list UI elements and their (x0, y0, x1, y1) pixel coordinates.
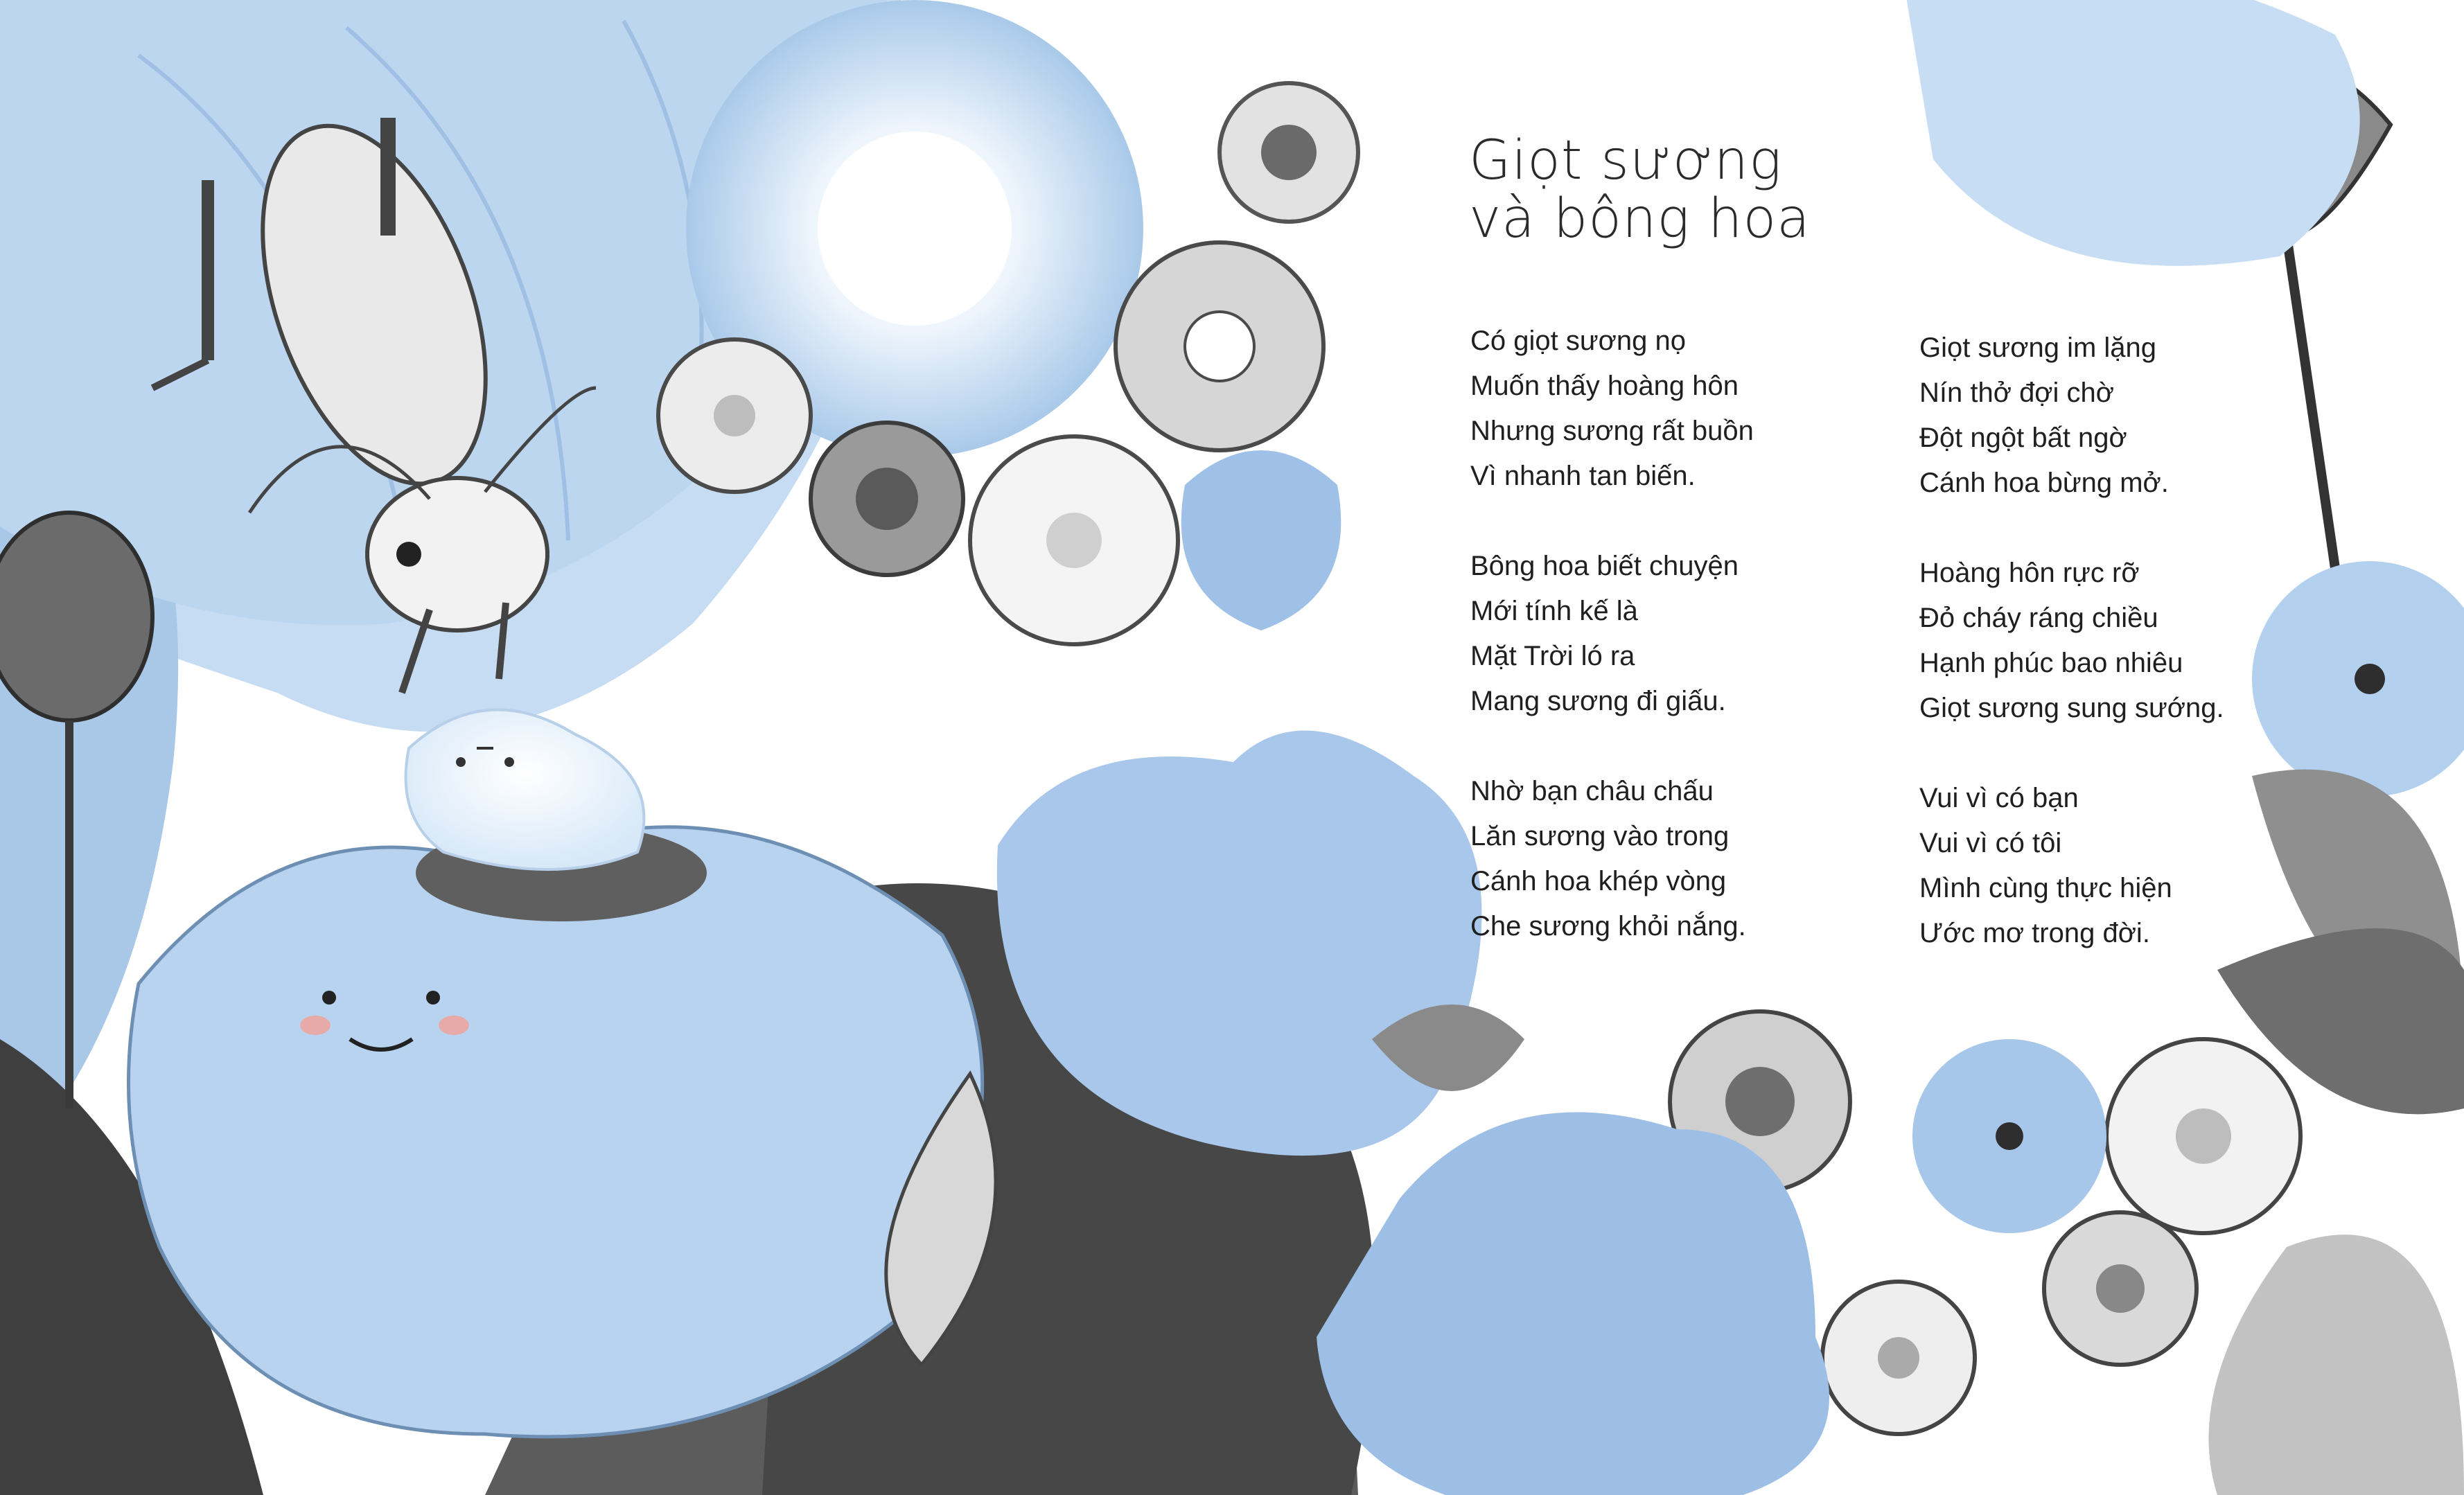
poem-right-column (1919, 326, 2335, 1001)
poem-line: Cánh hoa khép vòng (1470, 866, 1727, 896)
stanza (1919, 326, 2335, 506)
poem-line: Muốn thấy hoàng hôn (1470, 371, 1739, 401)
poem-line: Hoàng hôn rực rỡ (1919, 558, 2140, 588)
poem-title (1469, 132, 1954, 248)
poem-line: Bông hoa biết chuyện (1470, 551, 1739, 581)
poem-line: Nín thở đợi chờ (1919, 378, 2115, 408)
poem-title-line-1: Giọt sương (1469, 130, 1782, 192)
poem-line: Đột ngột bất ngờ (1919, 423, 2127, 453)
poem-line: Hạnh phúc bao nhiêu (1919, 648, 2183, 678)
poem-line: Cánh hoa bừng mở. (1919, 468, 2169, 498)
poem-line: Mang sương đi giấu. (1470, 686, 1726, 716)
poem-line: Vì nhanh tan biến. (1470, 461, 1696, 491)
stanza (1919, 776, 2335, 956)
poem-line: Vui vì có bạn (1919, 783, 2079, 813)
poem-line: Lăn sương vào trong (1470, 821, 1730, 851)
poem-line: Mặt Trời ló ra (1470, 641, 1635, 671)
stanza (1919, 551, 2335, 731)
stanza (1470, 769, 1886, 949)
poem-line: Nhờ bạn châu chấu (1470, 776, 1714, 806)
poem-line: Mình cùng thực hiện (1919, 873, 2172, 903)
poem-title-line-2: và bông hoa (1469, 188, 1811, 250)
stanza (1470, 319, 1886, 499)
poem-line: Mới tính kế là (1470, 596, 1638, 626)
poem-line: Ước mơ trong đời. (1919, 918, 2150, 948)
poem-line: Nhưng sương rất buồn (1470, 416, 1754, 446)
poem-left-column (1470, 319, 1886, 994)
poem-line: Che sương khỏi nắng. (1470, 911, 1746, 941)
poem-line: Vui vì có tôi (1919, 828, 2062, 858)
poem-line: Giọt sương im lặng (1919, 333, 2157, 363)
poem-line: Có giọt sương nọ (1470, 326, 1686, 356)
smiling-flower-bud (128, 824, 982, 1437)
poem-line: Giọt sương sung sướng. (1919, 693, 2224, 723)
poem-line: Đỏ cháy ráng chiều (1919, 603, 2158, 633)
stanza (1470, 544, 1886, 724)
